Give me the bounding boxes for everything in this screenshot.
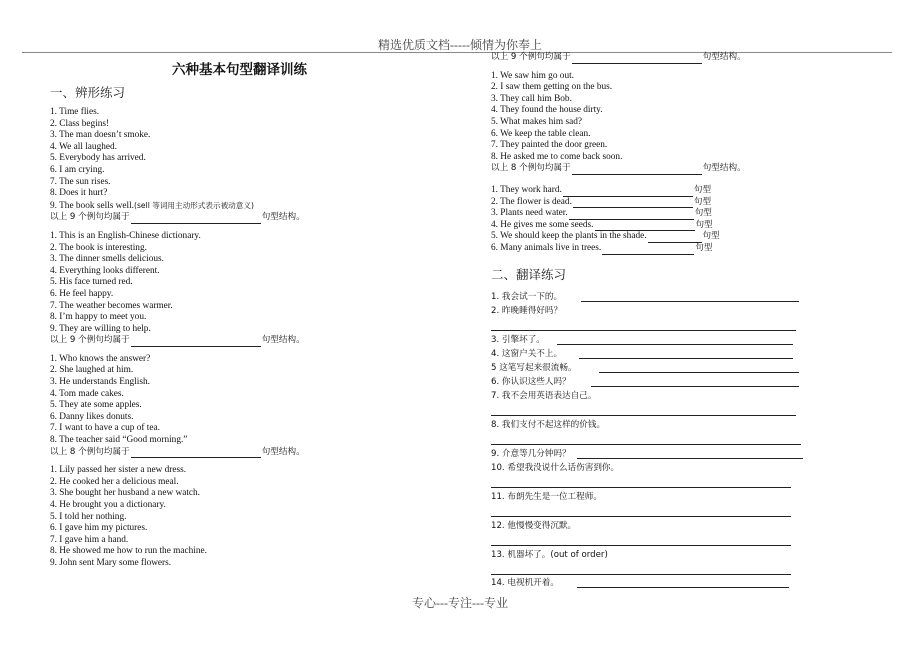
translation-prompt: 7. 我不会用英语表达自己。 [491, 391, 597, 401]
answer-line[interactable] [577, 587, 789, 588]
list-item: 4. Tom made cakes. [50, 388, 124, 399]
answer-line[interactable] [491, 487, 791, 488]
answer-line[interactable] [579, 358, 793, 359]
section-title-translation: 二、翻译练习 [491, 267, 567, 282]
summary-prefix: 以上 9 个例句均属于 [50, 212, 130, 223]
list-item: 4. We all laughed. [50, 141, 117, 152]
list-item: 8. He showed me how to run the machine. [50, 546, 207, 557]
list-item: 3. She bought her husband a new watch. [50, 488, 201, 499]
answer-blank[interactable] [563, 187, 693, 197]
list-item [491, 185, 891, 197]
group-6 [491, 185, 891, 255]
item-text: 4. He gives me some seeds. [491, 219, 594, 230]
group-5 [491, 71, 891, 175]
list-item: 3. The dinner smells delicious. [50, 254, 164, 265]
list-item: 7. I want to have a cup of tea. [50, 423, 160, 434]
answer-line[interactable] [491, 516, 791, 517]
answer-blank[interactable] [572, 54, 702, 64]
answer-line[interactable] [491, 330, 796, 331]
group-3 [50, 354, 450, 458]
list-item: 1. We saw him go out. [491, 70, 575, 81]
answer-line[interactable] [599, 372, 799, 373]
list-item: 6. We keep the table clean. [491, 128, 591, 139]
item-text: 9. The book sells well. [50, 200, 135, 211]
list-item: 6. Danny likes donuts. [50, 411, 134, 422]
item-suffix: 句型 [693, 196, 712, 207]
list-item: 9. John sent Mary some flowers. [50, 557, 172, 568]
group-2 [50, 231, 450, 347]
list-item [491, 197, 891, 209]
summary-line [50, 212, 450, 224]
item-text: 2. The flower is dead. [491, 196, 572, 207]
item-note: (sell 等词用主动形式表示被动意义) [134, 200, 254, 210]
list-item: 7. The sun rises. [50, 176, 111, 187]
list-item: 6. I gave him my pictures. [50, 523, 148, 534]
translation-prompt: 5 这笔写起来很流畅。 [491, 363, 577, 373]
list-item: 8. The teacher said “Good morning.” [50, 435, 188, 446]
page-footer: 专心---专注---专业 [412, 596, 508, 610]
summary-suffix: 句型结构。 [702, 52, 746, 62]
list-item: 9. They are willing to help. [50, 323, 151, 334]
item-suffix: 句型 [695, 242, 713, 253]
list-item: 7. They painted the door green. [491, 140, 608, 151]
translation-prompt: 10. 希望我没说什么话伤害到你。 [491, 463, 620, 473]
right-column [491, 52, 891, 588]
list-item: 1. Time flies. [50, 107, 100, 117]
list-item: 2. He cooked her a delicious meal. [50, 476, 179, 487]
translation-prompt: 11. 布朗先生是一位工程师。 [491, 492, 602, 502]
answer-blank[interactable] [573, 198, 693, 208]
item-text: 5. We should keep the plants in the shade. [491, 231, 647, 242]
answer-blank[interactable] [595, 221, 695, 231]
translation-prompt: 3. 引擎坏了。 [491, 335, 545, 345]
list-item: 8. Does it hurt? [50, 188, 108, 199]
list-item: 8. I’m happy to meet you. [50, 312, 147, 323]
answer-line[interactable] [491, 574, 791, 575]
item-suffix: 句型 [702, 231, 720, 242]
translation-prompt: 14. 电视机开着。 [491, 578, 559, 588]
list-item: 5. They ate some apples. [50, 400, 142, 411]
item-suffix: 句型 [694, 208, 712, 219]
answer-line[interactable] [591, 386, 799, 387]
summary-line [50, 447, 450, 459]
list-item: 7. The weather becomes warmer. [50, 300, 173, 311]
item-text: 1. They work hard. [491, 184, 562, 195]
list-item: 6. He feel happy. [50, 288, 114, 299]
list-item: 4. He brought you a dictionary. [50, 500, 166, 510]
list-item: 3. He understands English. [50, 377, 150, 388]
summary-line [491, 52, 891, 64]
answer-blank[interactable] [648, 233, 702, 243]
group-1 [50, 107, 450, 224]
summary-prefix: 以上 9 个例句均属于 [491, 52, 571, 62]
translation-prompt: 1. 我会试一下的。 [491, 292, 563, 302]
item-text: 3. Plants need water. [491, 208, 568, 219]
answer-line[interactable] [491, 444, 801, 445]
summary-line [50, 335, 450, 347]
summary-prefix: 以上 8 个例句均属于 [50, 446, 130, 457]
list-item [491, 243, 891, 255]
summary-prefix: 以上 9 个例句均属于 [50, 335, 130, 346]
list-item: 5. What makes him sad? [491, 116, 582, 127]
answer-blank[interactable] [131, 448, 261, 458]
list-item: 2. Class begins! [50, 118, 110, 129]
document-title: 六种基本句型翻译训练 [172, 62, 307, 78]
list-item: 4. Everything looks different. [50, 265, 160, 276]
list-item [491, 208, 891, 220]
list-item: 1. Lily passed her sister a new dress. [50, 465, 187, 476]
answer-line[interactable] [491, 545, 791, 546]
list-item: 2. The book is interesting. [50, 242, 147, 253]
translation-prompt: 13. 机器坏了。(out of order) [491, 550, 608, 560]
list-item: 8. He asked me to come back soon. [491, 151, 623, 162]
answer-line[interactable] [557, 344, 793, 345]
answer-blank[interactable] [572, 165, 702, 175]
answer-line[interactable] [577, 458, 803, 459]
summary-line [491, 163, 891, 175]
translation-prompt: 4. 这窗户关不上。 [491, 349, 563, 359]
answer-line[interactable] [581, 301, 799, 302]
translation-prompt: 8. 我们支付不起这样的价钱。 [491, 420, 606, 430]
list-item: 3. The man doesn’t smoke. [50, 130, 151, 141]
translation-prompt: 12. 他慢慢变得沉默。 [491, 521, 577, 531]
list-item: 2. I saw them getting on the bus. [491, 82, 613, 93]
page-header: 精选优质文档-----倾情为你奉上 [378, 38, 542, 52]
list-item: 4. They found the house dirty. [491, 105, 603, 116]
answer-blank[interactable] [569, 210, 694, 220]
list-item: 3. They call him Bob. [491, 93, 572, 104]
translation-prompt: 6. 你认识这些人吗？ [491, 377, 571, 387]
list-item [491, 231, 891, 243]
answer-blank[interactable] [602, 245, 694, 255]
group-4 [50, 465, 450, 569]
translation-list [491, 292, 821, 592]
answer-line[interactable] [491, 415, 796, 416]
list-item: 2. She laughed at him. [50, 365, 134, 376]
summary-suffix: 句型结构。 [702, 163, 746, 174]
list-item: 6. I am crying. [50, 164, 105, 175]
list-item: 1. Who knows the answer? [50, 353, 151, 364]
translation-prompt: 9. 介意等几分钟吗？ [491, 449, 571, 459]
item-suffix: 句型 [695, 219, 713, 230]
item-suffix: 句型 [693, 184, 712, 195]
summary-suffix: 句型结构。 [261, 335, 305, 346]
section-title-recognition: 一、辨形练习 [50, 85, 126, 100]
item-text: 6. Many animals live in trees. [491, 242, 602, 253]
list-item: 1. This is an English-Chinese dictionary. [50, 230, 201, 241]
translation-prompt: 2. 昨晚睡得好吗？ [491, 306, 563, 316]
list-item: 5. Everybody has arrived. [50, 153, 146, 164]
answer-blank[interactable] [131, 337, 261, 347]
list-item [50, 200, 450, 213]
list-item: 5. I told her nothing. [50, 511, 127, 522]
answer-blank[interactable] [131, 214, 261, 224]
left-column [50, 60, 450, 570]
summary-prefix: 以上 8 个例句均属于 [491, 163, 571, 174]
list-item: 5. His face turned red. [50, 277, 133, 288]
summary-suffix: 句型结构。 [261, 212, 305, 223]
list-item: 7. I gave him a hand. [50, 534, 129, 545]
list-item [491, 220, 891, 232]
summary-suffix: 句型结构。 [261, 446, 305, 457]
